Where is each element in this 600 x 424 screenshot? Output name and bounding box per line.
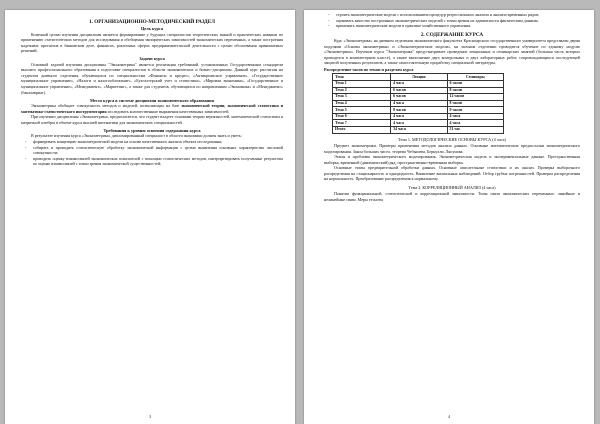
hours-table bbox=[332, 73, 504, 133]
goal-heading: Цель курса bbox=[140, 25, 164, 31]
list-item: - оценивать качество построенных эконометрических моделей с точки зрения их адекватности фактическим данным; bbox=[324, 18, 580, 24]
table-cell: Тема 3 bbox=[333, 94, 391, 101]
table-row bbox=[333, 80, 504, 87]
table-cell: 8 часов bbox=[391, 107, 447, 114]
table-cell: Тема 2 bbox=[333, 87, 391, 94]
page-number: 4 bbox=[448, 414, 450, 419]
table-cell: 12 часов bbox=[447, 94, 503, 101]
place-text-1: Эконометрика обобщает совокупность методов и моделей, позволяющих на базе bbox=[31, 103, 180, 109]
table-header-cell: Лекции bbox=[391, 74, 447, 81]
requirements-heading: Требования к уровню освоения содержания курса bbox=[103, 127, 201, 133]
table-cell: 4 часа bbox=[391, 120, 447, 127]
table-row bbox=[333, 127, 504, 134]
list-item: - собирать и проводить статистическую обработку экономической информации с целью выявления основных характеристик числовой совокупности; bbox=[21, 145, 283, 156]
table-header-cell: Семинары bbox=[447, 74, 503, 81]
table-cell: 51 час bbox=[447, 127, 503, 134]
table-cell: 8 часов bbox=[447, 100, 503, 107]
table-header-cell: Тема bbox=[333, 74, 391, 81]
table-cell: Итого bbox=[333, 127, 391, 134]
table-cell: 4 часа bbox=[391, 113, 447, 120]
table-row bbox=[333, 113, 504, 120]
page-number: 3 bbox=[149, 414, 151, 419]
topic-paragraph: Понятия функциональной, статистической и корреляционной зависимости. Типы связи экономических переменных: линейные и нелинейные связи. Меры тесноты bbox=[324, 191, 580, 202]
topic-title: Тема 1. МЕТОДОЛОГИЧЕСКИЕ ОСНОВЫ КУРСА (4 часа) bbox=[398, 136, 506, 142]
place-paragraph bbox=[21, 103, 283, 114]
table-row bbox=[333, 120, 504, 127]
requirements-paragraph: В результате изучения курса «Эконометрика» дипломированный специалист в области экономики должен знать и уметь: bbox=[31, 133, 242, 139]
section-title: 2. СОДЕРЖАНИЕ КУРСА bbox=[420, 31, 484, 38]
table-cell: 9 часов bbox=[447, 107, 503, 114]
table-row bbox=[333, 107, 504, 114]
list-item: - применять эконометрические модели в практике хозяйственного управления. bbox=[324, 23, 580, 29]
list-item: - строить эконометрические модели с использованием процедур регрессионного анализа и анализа временных рядов; bbox=[324, 12, 580, 18]
table-cell: 6 часов bbox=[447, 80, 503, 87]
topic-paragraph: Предмет эконометрики. Примеры применения методов анализа данных. Основные математические предпосылки эконометрического моделирования. Закон больших чисел, теорема Чебышева, Бернулли, Ляпунова. bbox=[324, 143, 580, 154]
table-cell: Тема 7 bbox=[333, 120, 391, 127]
list-item: - формировать концепцию эконометрической модели на основе качественного анализа объекта исследования; bbox=[21, 139, 283, 145]
table-cell: 4 часа bbox=[447, 113, 503, 120]
list-item: - проводить оценку взаимосвязей экономических показателей с помощью статистических методов, интерпретировать полученные результаты по оценке взаимосвязей с точки зрения экономической существенностей; bbox=[21, 156, 283, 167]
table-row bbox=[333, 100, 504, 107]
table-caption: Распределение часов по темам и разделам курса bbox=[324, 66, 414, 72]
tasks-paragraph: Основной задачей изучения дисциплины "Эконометрика" является реализация требований, установленных Государственным стандартом высшего профессионального образования к подготовке специалистов в области экономических и бизнес-дисциплин. Данный курс рассчитан на студентов дневного отделения, обучающихся по специальностям «Финансы и кредит», «Антикризисное управление», «Государственное муниципальное управление», «Налоги и налогообложение», «Бухгалтерский учет и статистика», «Мировая экономика», «Государственное и муниципальное управление», «Менеджмент», «Маркетинг», а также для студентов, обучающихся по направлениям «Экономика» и «Менеджмент» (бакалавриат). bbox=[21, 61, 283, 95]
goal-paragraph: Конечной целью изучения дисциплины является формирование у будущих специалистов теоретических знаний и практических навыков по применению статистических методов для исследования и обобщения эмпирических зависимостей экономических переменных, а также построения надежных прогнозов в банковском деле, финансах, различных сферах предпринимательской деятельности с целью обоснования принимаемых решений; bbox=[21, 31, 283, 54]
content-paragraph: Курс «Эконометрика» на дневном отделении экономического факультета Красноярского государственного университета представлен двумя модулями «Основы эконометрики» и «Эконометрические модели», на заочном отделении проводится обучение по единому модулю «Эконометрика». Изучение курса "Эконометрика" предусматривает проведение лекционных и семинарских занятий (большая часть которых проводится в компьютерном классе), а также выполнение двух контрольных и двух лабораторных работ, сопровождающихся последующей защитой полученных результатов, а также самостоятельную проработку специальной литературы. bbox=[324, 38, 580, 66]
table-cell: 4 часа bbox=[391, 80, 447, 87]
tasks-heading: Задачи курса bbox=[139, 56, 165, 62]
table-cell: Тема 6 bbox=[333, 113, 391, 120]
table-header-row bbox=[333, 74, 504, 81]
table-cell: 4 часа bbox=[447, 120, 503, 127]
topic-paragraph: Основные этапы предварительной обработки данных. Основные описательные статистики и их анализ. Проверка выборочного распределения на стационарность и однородность. Выявление аномальных наблюдений. Отбор грубых погрешностей. Проверка распределения на нормальность. Преобразование распределения к нормальному. bbox=[324, 165, 580, 182]
place-text-2: исследовать количественные выражения качественных зависимостей. bbox=[106, 108, 230, 114]
place-paragraph-2: При изучении дисциплины «Эконометрика» предполагается, что студент владеет основами теории вероятностей, математической статистики и матричной алгебры в объеме курса высшей математики для экономических специальностей. bbox=[21, 114, 283, 125]
table-cell: 4 часа bbox=[391, 100, 447, 107]
document-page-right bbox=[304, 10, 594, 424]
table-cell: Тема 4 bbox=[333, 100, 391, 107]
table-row bbox=[333, 94, 504, 101]
section-title: 1. ОРГАНИЗАЦИОННО-МЕТОДИЧЕСКИЙ РАЗДЕЛ bbox=[89, 19, 215, 25]
place-heading: Место курса в системе дисциплин экономического образования bbox=[90, 97, 214, 103]
table-row bbox=[333, 87, 504, 94]
table-cell: 6 часов bbox=[391, 94, 447, 101]
topic-title: Тема 2. КОРРЕЛЯЦИОННЫЙ АНАЛИЗ (4 часа) bbox=[408, 184, 496, 190]
place-bold-1: экономической теории, экономической статистики и математико-статистического bbox=[21, 103, 283, 114]
table-cell: Тема 1 bbox=[333, 80, 391, 87]
document-page-left bbox=[5, 10, 295, 424]
place-bold-2: инструментария bbox=[75, 108, 107, 114]
topic-paragraph: Этапы и проблемы эконометрического моделирования. Эконометрическая модель и экспериментальные данные. Пространственная выборка, временной (динамический) ряд, пространственно-временная выборка. bbox=[324, 154, 580, 165]
table-cell: Тема 5 bbox=[333, 107, 391, 114]
table-cell: 6 часов bbox=[391, 87, 447, 94]
table-cell: 34 часа bbox=[391, 127, 447, 134]
table-cell: 8 часов bbox=[447, 87, 503, 94]
